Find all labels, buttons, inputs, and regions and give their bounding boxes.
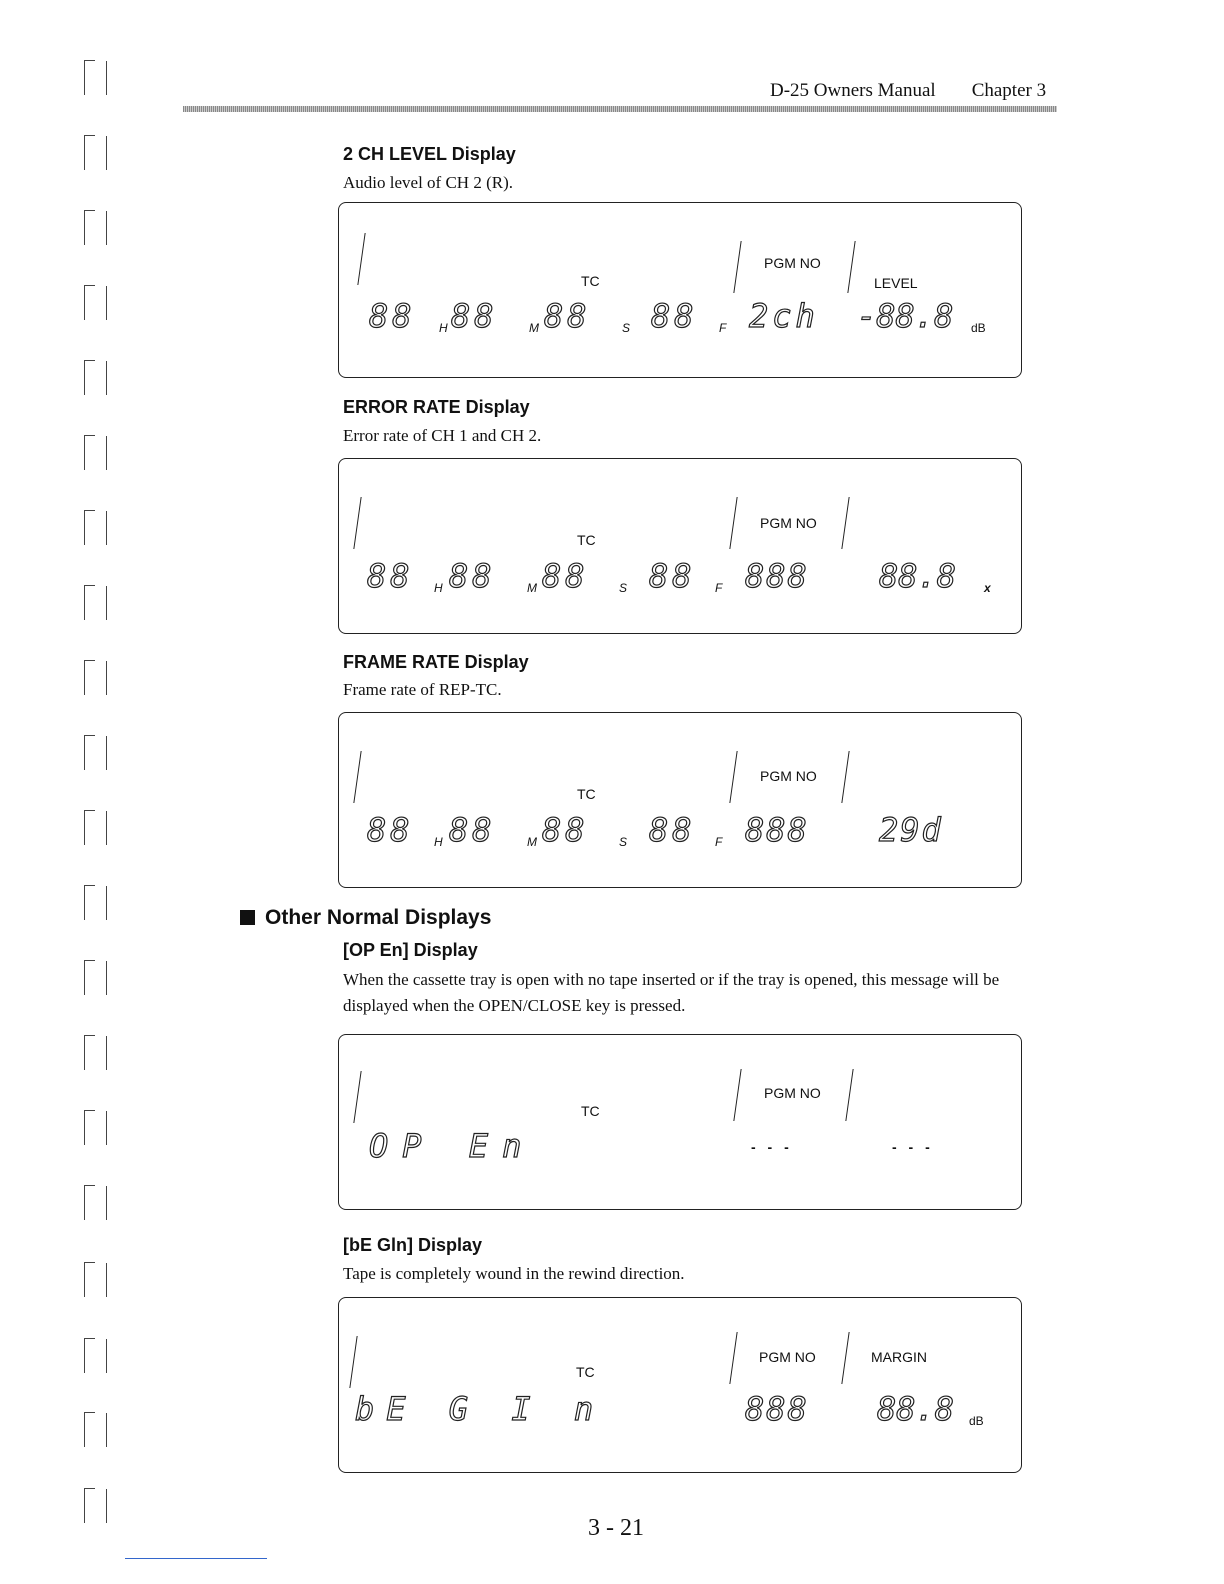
unit-h: H [434,581,443,595]
lcd-display-2ch-level [338,202,1022,378]
tc-hours: 88 [369,297,416,335]
manual-title: D-25 Owners Manual [770,80,936,101]
margin-digits: 88.8 [877,1390,955,1428]
frame-rate-digits: 29d [879,811,943,849]
tc-label: TC [581,273,600,289]
unit-s: S [619,581,628,595]
header-rule [183,106,1057,112]
tc-frames: 88 [651,297,698,335]
page-header [770,80,1046,102]
tc-seconds: 88 [542,811,589,849]
tc-minutes: 88 [449,811,496,849]
pgm-no-label: PGM NO [759,1349,816,1365]
tc-label: TC [577,532,596,548]
pgm-no-label: PGM NO [760,768,817,784]
unit-m: M [527,835,537,849]
level-digits: -88.8 [857,297,954,335]
unit-h: H [439,321,448,335]
heading-text: Other Normal Displays [265,906,492,929]
tc-minutes: 88 [449,557,496,595]
tc-hours: 88 [367,557,414,595]
lcd-display-frame-rate [338,712,1022,888]
tc-label: TC [576,1364,595,1380]
unit-x: x [984,581,991,595]
error-rate-digits: 88.8 [879,557,957,595]
unit-f: F [719,321,727,335]
unit-m: M [527,581,537,595]
section-desc: Error rate of CH 1 and CH 2. [343,426,542,445]
section-desc: Audio level of CH 2 (R). [343,173,513,192]
tc-label: TC [581,1103,600,1119]
tc-frames: 88 [649,557,696,595]
right-dashes: - - - [892,1139,934,1155]
page-number: 3 - 21 [588,1515,644,1541]
tc-label: TC [577,786,596,802]
unit-s: S [619,835,628,849]
section-title: ERROR RATE Display [343,397,530,417]
tc-minutes: 88 [451,297,498,335]
pgm-no-label: PGM NO [760,515,817,531]
message-digits: bE G I n [355,1390,606,1428]
unit-m: M [529,321,539,335]
unit-db: dB [969,1414,984,1428]
tc-frames: 88 [649,811,696,849]
pgm-no-label: PGM NO [764,255,821,271]
chapter-label: Chapter 3 [971,80,1047,101]
lcd-display-op-en [338,1034,1022,1210]
section-title: FRAME RATE Display [343,652,529,672]
tc-seconds: 88 [542,557,589,595]
section-title: 2 CH LEVEL Display [343,144,516,164]
section-title: [OP En] Display [343,940,478,960]
margin-label: MARGIN [871,1349,927,1365]
section-desc: Tape is completely wound in the rewind direction. [343,1264,685,1283]
unit-s: S [622,321,631,335]
pgm-digits: 888 [745,1390,809,1428]
tc-hours: 88 [367,811,414,849]
unit-f: F [715,835,723,849]
unit-f: F [715,581,723,595]
pgm-no-label: PGM NO [764,1085,821,1101]
lcd-display-error-rate [338,458,1022,634]
section-desc: When the cassette tray is open with no tape inserted or if the tray is opened, this message will be displayed when the OPEN/CLOSE key is pressed. [343,970,1000,1015]
pgm-digits: 888 [745,811,809,849]
unit-h: H [434,835,443,849]
section-desc: Frame rate of REP-TC. [343,680,502,699]
pgm-digits: 2ch [749,297,819,335]
pgm-digits: 888 [745,557,809,595]
lcd-display-begin [338,1297,1022,1473]
pgm-dashes: - - - [751,1139,793,1155]
message-digits: OP En [369,1127,536,1165]
tc-seconds: 88 [544,297,591,335]
level-label: LEVEL [874,275,918,291]
section-heading [240,905,491,931]
section-title: [bE Gln] Display [343,1235,483,1255]
footer-line [125,1558,267,1559]
unit-db: dB [971,321,986,335]
